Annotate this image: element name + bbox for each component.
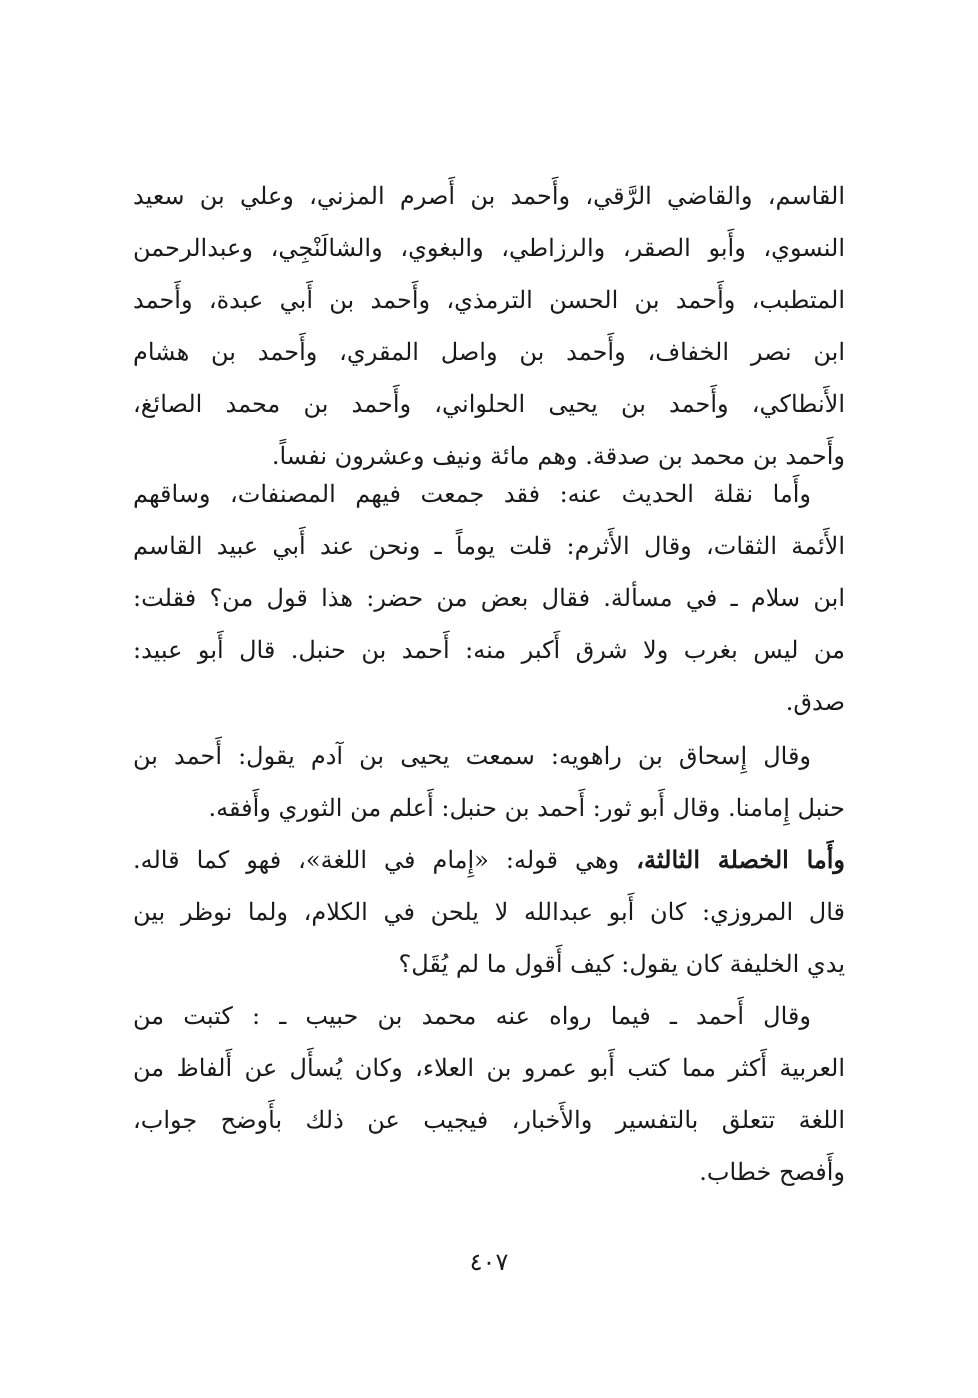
text-line: اللغة تتعلق بالتفسير والأَخبار، فيجيب عن ذلك بأَوضح جواب، xyxy=(133,1106,845,1134)
text-line: الأَنطاكي، وأَحمد بن يحيى الحلواني، وأَحمد بن محمد الصائغ، xyxy=(133,390,845,418)
paragraph-third-trait xyxy=(133,834,845,990)
text-line: المتطبب، وأَحمد بن الحسن الترمذي، وأَحمد بن أَبي عبدة، وأَحمد xyxy=(133,286,845,314)
text-line-with-lead xyxy=(133,834,845,886)
text-line: ابن نصر الخفاف، وأَحمد بن واصل المقري، وأَحمد بن هشام xyxy=(133,338,845,366)
text-line: القاسم، والقاضي الرَّقي، وأَحمد بن أَصرم المزني، وعلي بن سعيد xyxy=(133,182,845,210)
paragraph-ishaq-quote xyxy=(133,730,845,834)
paragraph-narrators-list xyxy=(133,170,845,482)
text-line: من ليس بغرب ولا شرق أَكبر منه: أَحمد بن حنبل. قال أَبو عبيد: xyxy=(133,636,845,664)
text-line: قال المروزي: كان أَبو عبدالله لا يلحن في الكلام، ولما نوظر بين xyxy=(133,898,845,926)
text-line: وقال أَحمد ـ فيما رواه عنه محمد بن حبيب ـ : كتبت من xyxy=(133,1002,811,1030)
text-line: العربية أَكثر مما كتب أَبو عمرو بن العلاء، وكان يُسأَل عن أَلفاظ من xyxy=(133,1054,845,1082)
text-line: حنبل إِمامنا. وقال أَبو ثور: أَحمد بن حنبل: أَعلم من الثوري وأَفقه. xyxy=(208,794,845,822)
bold-heading-lead: وأَما الخصلة الثالثة، xyxy=(636,845,845,874)
text-line: النسوي، وأَبو الصقر، والرزاطي، والبغوي، والشالَنْجِي، وعبدالرحمن xyxy=(133,234,845,262)
text-line: وقال إِسحاق بن راهويه: سمعت يحيى بن آدم يقول: أَحمد بن xyxy=(133,742,812,770)
page-number: ٤٠٧ xyxy=(469,1248,509,1276)
paragraph-ahmad-arabic xyxy=(133,990,845,1198)
text-line: وأَفصح خطاب. xyxy=(699,1158,845,1186)
text-line: الأَئمة الثقات، وقال الأَثرم: قلت يوماً ـ ونحن عند أَبي عبيد القاسم xyxy=(133,532,845,560)
text-line: وأَحمد بن محمد بن صدقة. وهم مائة ونيف وعشرون نفساً. xyxy=(271,442,845,470)
text-line: ابن سلام ـ في مسألة. فقال بعض من حضر: هذا قول من؟ فقلت: xyxy=(133,584,845,612)
text-line: يدي الخليفة كان يقول: كيف أَقول ما لم يُقَل؟ xyxy=(398,950,845,978)
paragraph-hadith-transmitters xyxy=(133,468,845,728)
text-span: وهي قوله: «إِمام في اللغة»، فهو كما قاله. xyxy=(133,846,637,874)
text-line: وأَما نقلة الحديث عنه: فقد جمعت فيهم المصنفات، وساقهم xyxy=(133,480,811,508)
text-line: صدق. xyxy=(785,688,845,716)
